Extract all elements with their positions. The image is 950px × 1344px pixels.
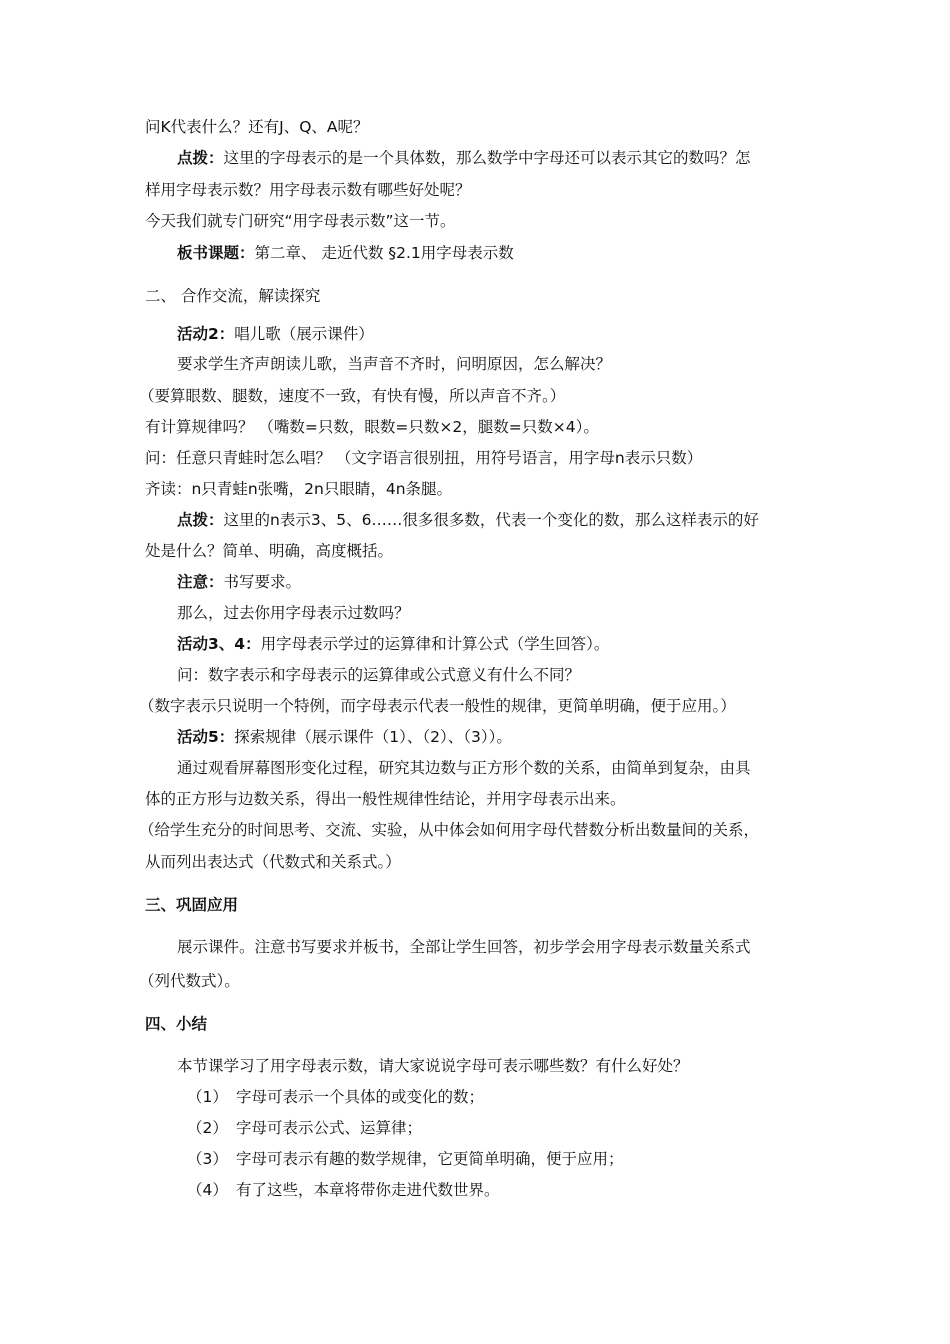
- list-item-number: （4）: [187, 1181, 228, 1199]
- label-bold: 点拨：: [177, 511, 224, 529]
- text-line: 齐读：n只青蛙n张嘴，2n只眼睛，4n条腿。: [145, 480, 453, 498]
- label-bold: 注意：: [177, 573, 224, 591]
- label-bold: 活动2：: [177, 325, 235, 343]
- label-bold: 活动3、4：: [177, 635, 261, 653]
- line-text: 第二章、 走近代数 §2.1用字母表示数: [254, 244, 514, 262]
- text-line: [177, 634, 852, 654]
- text-line: （列代数式）。: [139, 972, 240, 990]
- label-bold: 板书课题：: [177, 244, 255, 262]
- list-item-number: （1）: [187, 1088, 228, 1106]
- section-heading: 三、巩固应用: [145, 896, 239, 914]
- text-line: 本节课学习了用字母表示数，请大家说说字母可表示哪些数？有什么好处？: [177, 1057, 689, 1075]
- section-heading: 二、 合作交流，解读探究: [145, 287, 321, 305]
- text-line: 处是什么？简单、明确，高度概括。: [145, 542, 394, 560]
- label-bold: 活动5：: [177, 728, 235, 746]
- text-line: 体的正方形与边数关系，得出一般性规律性结论，并用字母表示出来。: [145, 790, 626, 808]
- list-item-text: 字母可表示有趣的数学规律，它更简单明确，便于应用；: [236, 1150, 624, 1168]
- text-line: 展示课件。注意书写要求并板书，全部让学生回答，初步学会用字母表示数量关系式: [177, 938, 751, 956]
- list-item-text: 字母可表示一个具体的或变化的数；: [236, 1088, 485, 1106]
- line-text: 这里的字母表示的是一个具体数，那么数学中字母还可以表示其它的数吗？怎: [223, 149, 751, 167]
- line-text: 唱儿歌（展示课件）: [234, 325, 374, 343]
- text-line: [177, 572, 852, 592]
- section-heading: 四、小结: [145, 1015, 208, 1033]
- text-line: （数字表示只说明一个特例，而字母表示代表一般性的规律，更简单明确，便于应用。）: [139, 697, 736, 715]
- line-text: 书写要求。: [223, 573, 302, 591]
- text-line: 问：任意只青蛙时怎么唱？ （文字语言很别扭，用符号语言，用字母n表示只数）: [145, 449, 703, 467]
- list-item-number: （3）: [187, 1150, 228, 1168]
- text-line: 样用字母表示数？用字母表示数有哪些好处呢？: [145, 181, 471, 199]
- text-line: [177, 324, 852, 344]
- list-item-text: 字母可表示公式、运算律；: [236, 1119, 423, 1137]
- list-item-text: 有了这些，本章将带你走进代数世界。: [236, 1181, 500, 1199]
- text-line: 今天我们就专门研究“用字母表示数”这一节。: [145, 212, 456, 230]
- text-line: 要求学生齐声朗读儿歌，当声音不齐时，问明原因，怎么解决？: [177, 355, 612, 373]
- text-line: 通过观看屏幕图形变化过程，研究其边数与正方形个数的关系，由简单到复杂，由具: [177, 759, 751, 777]
- label-bold: 点拨：: [177, 149, 224, 167]
- text-line: （要算眼数、腿数，速度不一致，有快有慢，所以声音不齐。）: [139, 387, 566, 405]
- text-line: 有计算规律吗？ （嘴数=只数，眼数=只数×2，腿数=只数×4）。: [145, 418, 599, 436]
- text-line: [177, 148, 852, 168]
- line-text: 探索规律（展示课件（1）、（2）、（3））。: [234, 728, 512, 746]
- text-line: 问：数字表示和字母表示的运算律或公式意义有什么不同？: [177, 666, 581, 684]
- list-item-number: （2）: [187, 1119, 228, 1137]
- text-line: 问K代表什么？还有J、Q、A呢？: [145, 118, 369, 136]
- text-line: [177, 727, 852, 747]
- line-text: 这里的n表示3、5、6……很多很多数，代表一个变化的数，那么这样表示的好: [223, 511, 759, 529]
- line-text: 用字母表示学过的运算律和计算公式（学生回答）。: [260, 635, 610, 653]
- text-line: [177, 510, 852, 530]
- text-line: [177, 243, 852, 263]
- text-line: 那么，过去你用字母表示过数吗？: [177, 604, 410, 622]
- text-line: （给学生充分的时间思考、交流、实验，从中体会如何用字母代替数分析出数量间的关系，: [139, 821, 760, 839]
- text-line: 从而列出表达式（代数式和关系式。）: [145, 853, 401, 871]
